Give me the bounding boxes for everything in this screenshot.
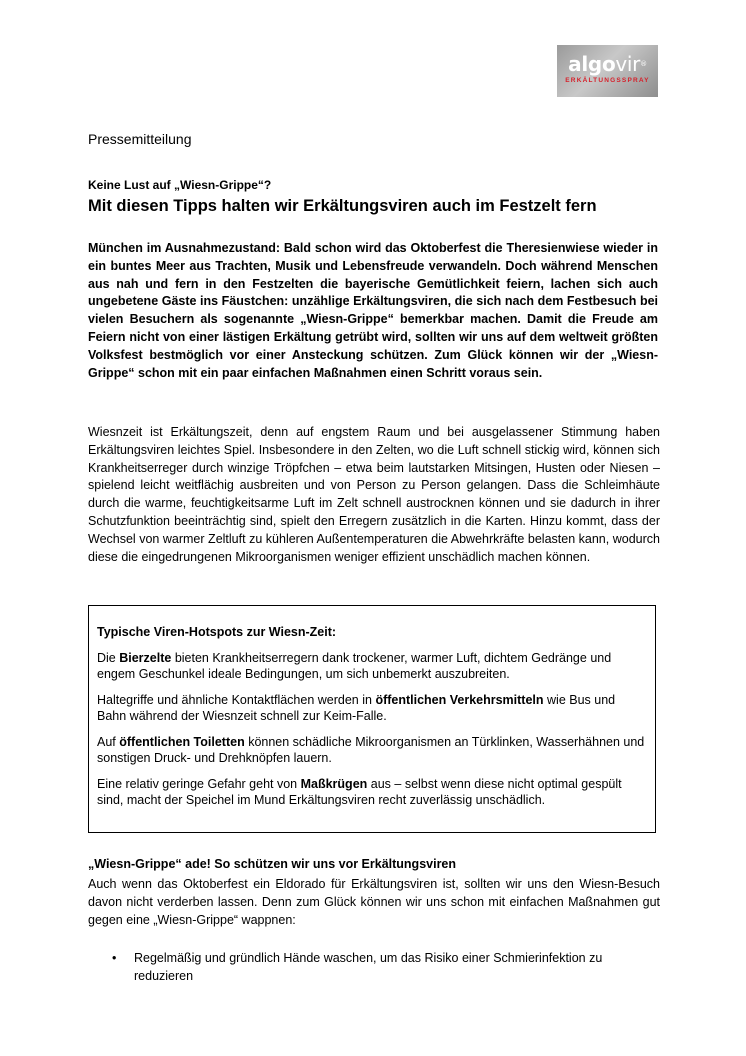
logo-tagline: ERKÄLTUNGSSPRAY [565,77,650,84]
hotspot-item: Auf öffentlichen Toiletten können schädliche Mikroorganismen an Türklinken, Wasserhähnen und sonstigen Druck- und Drehknöpfen lauern. [97,734,645,765]
hotspot-item: Haltegriffe und ähnliche Kontaktflächen werden in öffentlichen Verkehrsmitteln wie Bus und Bahn während der Wiesnzeit schnell zur Keim-Falle. [97,692,616,723]
hotspot-item: Die Bierzelte bieten Krankheitserregern dank trockener, warmer Luft, dichtem Gedränge und engem Geschunkel ideale Bedingungen, um sich unbemerkt auszubreiten. [97,650,612,681]
logo-wordmark: algovir® [568,52,647,76]
tips-list [100,950,660,986]
algovir-logo [557,45,658,97]
section-heading: „Wiesn-Grippe“ ade! So schützen wir uns vor Erkältungsviren [88,857,457,871]
lead-paragraph: München im Ausnahmezustand: Bald schon wird das Oktoberfest die Theresienwiese wieder in ein buntes Meer aus Trachten, Musik und Lebensfreude verwandeln. Doch während Menschen aus nah und fern in den Festzelten die bayerische Gemütlichkeit feiern, lachen sich auch ungebetene Gäste ins Fäustchen: unzählige Erkältungsviren, die sich nach dem Festbesuch bei vielen Besuchern als sogenannte „Wiesn-Grippe“ bemerkbar machen. Damit die Freude am Feiern nicht von einer lästigen Erkältung getrübt wird, sollten wir uns auf dem weltweit größten Volksfest bestmöglich vor einer Ansteckung schützen. Zum Glück können wir der „Wiesn-Grippe“ schon mit ein paar einfachen Maßnahmen einen Schritt voraus sein. [88,241,658,380]
body-paragraph-2: Auch wenn das Oktoberfest ein Eldorado für Erkältungsviren ist, sollten wir uns den Wiesn-Besuch davon nicht verderben lassen. Denn zum Glück können wir uns schon mit einfachen Maßnahmen gut gegen eine „Wiesn-Grippe“ wappnen: [88,877,660,927]
hotspots-title: Typische Viren-Hotspots zur Wiesn-Zeit: [97,625,337,639]
kicker-headline: Keine Lust auf „Wiesn-Grippe“? [88,178,272,192]
main-headline: Mit diesen Tipps halten wir Erkältungsviren auch im Festzelt fern [88,197,597,215]
body-paragraph-1: Wiesnzeit ist Erkältungszeit, denn auf engstem Raum und bei ausgelassener Stimmung haben Erkältungsviren leichtes Spiel. Insbesondere in den Zelten, wo die Luft schnell stickig wird, können sich Krankheitserreger durch winzige Tröpfchen – etwa beim lautstarken Mitsingen, Husten oder Niesen – spielend leicht weitflächig ausbreiten und von Person zu Person gelangen. Dass die Schleimhäute durch die warme, feuchtigkeitsarme Luft im Zelt schnell austrocknen können und sie dadurch in ihrer Schutzfunktion beeinträchtig sind, spielt den Erregern zusätzlich in die Karten. Hinzu kommt, dass der Wechsel von warmer Zeltluft zu kühleren Außentemperaturen die Abwehrkräfte belasten kann, wodurch diese die eingedrungenen Mikroorganismen weniger effizient unschädlich machen können. [88,425,660,564]
hotspots-box [88,605,656,833]
list-item: • Regelmäßig und gründlich Hände waschen, um das Risiko einer Schmierinfektion zu reduzieren [112,951,603,983]
hotspot-item: Eine relativ geringe Gefahr geht von Maßkrügen aus – selbst wenn diese nicht optimal gespült sind, macht der Speichel im Mund Erkältungsviren recht zuverlässig unschädlich. [97,776,622,807]
document-type-label: Pressemitteilung [88,131,192,147]
bullet-icon: • [112,951,117,965]
